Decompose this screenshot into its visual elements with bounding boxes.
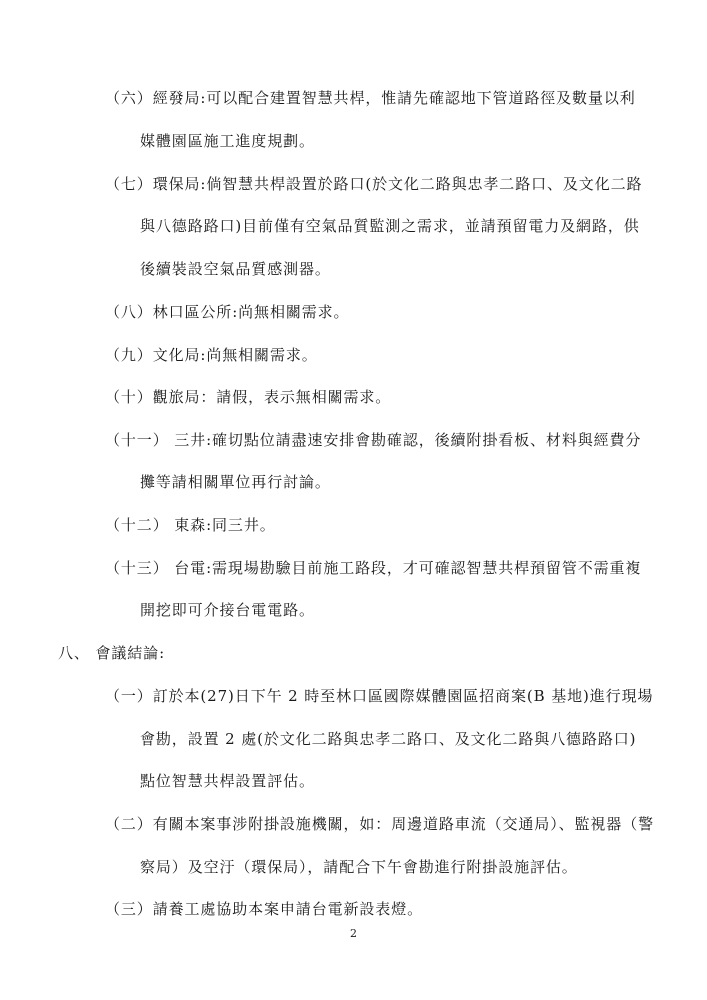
section-heading: 八、 會議結論: [58, 644, 166, 662]
text-line: 開挖即可介接台電電路。 [140, 601, 315, 619]
text-line: （六）經發局:可以配合建置智慧共桿，惟請先確認地下管道路徑及數量以利 [105, 89, 636, 107]
text-line: （一）訂於本(27)日下午 2 時至林口區國際媒體園區招商案(B 基地)進行現場 [105, 687, 654, 705]
page-number: 2 [350, 927, 357, 940]
text-line: 察局）及空汙（環保局），請配合下午會勘進行附掛設施評估。 [140, 858, 578, 876]
text-line: （二）有關本案事涉附掛設施機關，如：周邊道路車流（交通局）、監視器（警 [105, 815, 655, 833]
text-line: （十二） 東森:同三井。 [105, 516, 276, 534]
text-line: （十）觀旅局：請假，表示無相關需求。 [105, 388, 392, 406]
text-line: （七）環保局:倘智慧共桿設置於路口(於文化二路與忠孝二路口、及文化二路 [105, 175, 643, 193]
text-line: 媒體園區施工進度規劃。 [140, 132, 315, 150]
text-line: 點位智慧共桿設置評估。 [140, 772, 315, 790]
text-line: 攤等請相關單位再行討論。 [140, 473, 331, 491]
text-line: 後續裝設空氣品質感測器。 [140, 260, 331, 278]
text-line: （九）文化局:尚無相關需求。 [105, 346, 318, 364]
text-line: 與八德路路口)目前僅有空氣品質監測之需求，並請預留電力及網路，供 [140, 217, 640, 235]
text-line: （十三） 台電:需現場勘驗目前施工路段，才可確認智慧共桿預留管不需重複 [105, 559, 642, 577]
text-line: （八）林口區公所:尚無相關需求。 [105, 303, 350, 321]
text-line: 會勘，設置 2 處(於文化二路與忠孝二路口、及文化二路與八德路路口) [140, 730, 637, 748]
text-line: （三）請養工處協助本案申請台電新設表燈。 [105, 900, 424, 918]
text-line: （十一） 三井:確切點位請盡速安排會勘確認，後續附掛看板、材料與經費分 [105, 431, 642, 449]
